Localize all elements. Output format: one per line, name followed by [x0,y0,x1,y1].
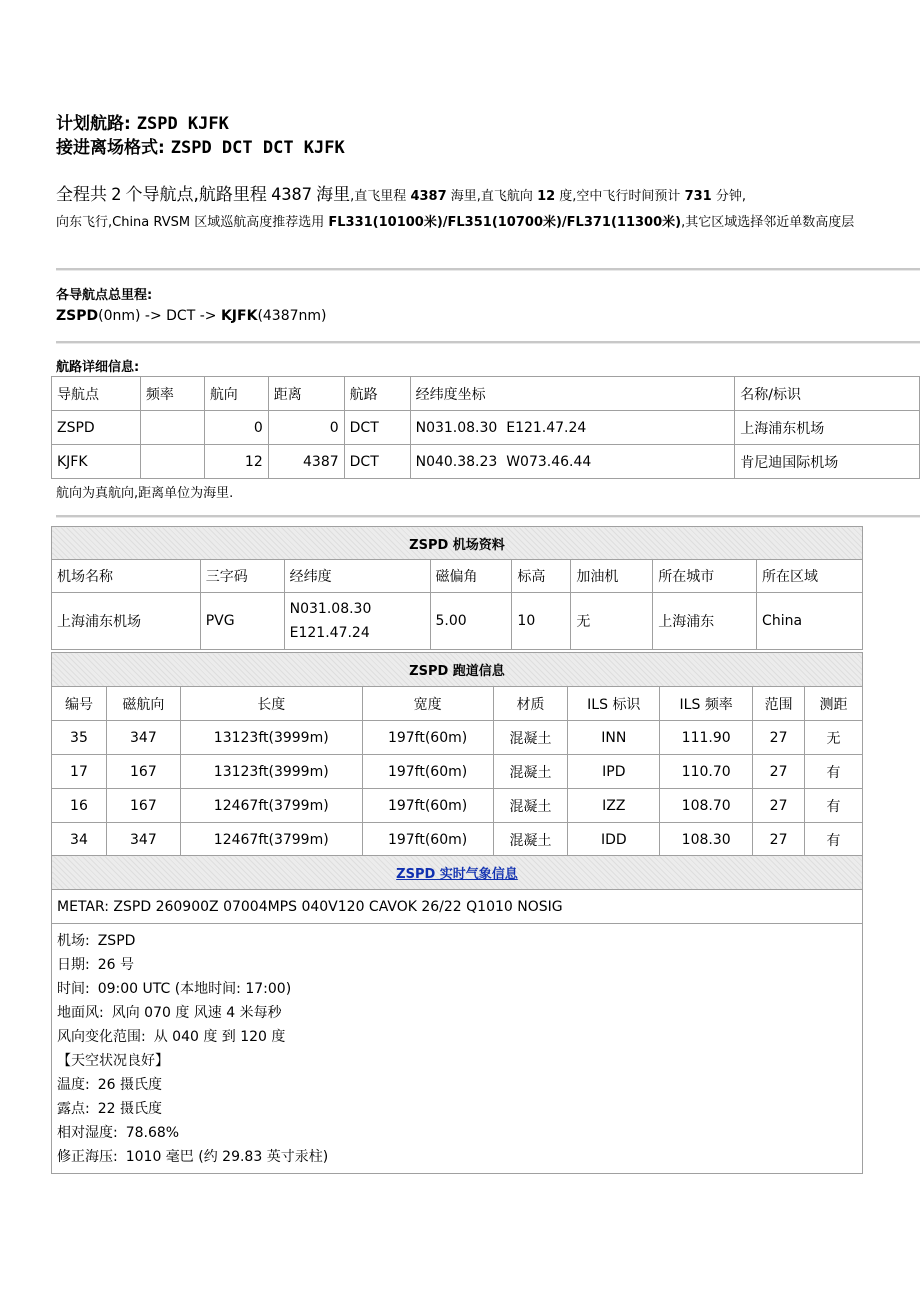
summary-text: ,直飞里程 [350,189,407,204]
header-cell: 磁航向 [106,687,180,721]
decoded-value: 26 号 [97,957,134,973]
divider [56,341,920,344]
from-waypoint: ZSPD [56,308,99,324]
header-cell: 测距 [805,687,863,721]
waypoint-distance: 4387 [268,445,344,479]
runway-mag-heading: 167 [106,789,180,823]
decoded-value: 风向 070 度 风速 4 米每秒 [111,1005,282,1021]
decoded-value: 1010 毫巴 (约 29.83 英寸汞柱) [125,1149,329,1165]
summary-text: 全程共 [56,185,107,205]
decoded-weather [52,924,863,1174]
decoded-value: ZSPD [97,933,136,949]
runway-dme: 有 [805,755,863,789]
table-row [52,789,863,823]
decoded-line [57,977,857,1001]
bearing-note: 航向为真航向,距离单位为海里. [56,486,234,501]
metar-text: METAR: ZSPD 260900Z 07004MPS 040V120 CAVOK 26/22 Q1010 NOSIG [52,890,863,924]
decoded-line [57,1145,857,1169]
header-cell: 材质 [493,687,568,721]
runway-ils-id: IDD [568,823,660,857]
waypoint-airway: DCT [344,445,410,479]
header-cell: 加油机 [571,560,653,593]
runway-id: 17 [52,755,107,789]
decoded-line [57,1025,857,1049]
runway-range: 27 [753,789,805,823]
decoded-line [57,953,857,977]
summary-text: 海里 [316,185,351,205]
summary-text: 海里,直飞航向 [450,189,533,204]
runway-width: 197ft(60m) [362,755,493,789]
runway-ils-freq: 110.70 [660,755,753,789]
airport-region: China [757,593,863,650]
approach-format-line [56,136,345,160]
header-cell: 宽度 [362,687,493,721]
runway-width: 197ft(60m) [362,721,493,755]
header-cell: 范围 [753,687,805,721]
summary-text: 向东飞行,China RVSM 区域巡航高度推荐选用 [56,215,325,230]
airport-coords [284,593,430,650]
runway-width: 197ft(60m) [362,789,493,823]
divider [56,268,920,271]
to-distance: (4387nm) [257,308,327,324]
header-cell: 频率 [140,377,204,411]
runway-ils-id: IPD [568,755,660,789]
waypoint-airway: DCT [344,411,410,445]
decoded-line [57,1121,857,1145]
runway-dme: 有 [805,823,863,857]
decoded-value: 09:00 UTC (本地时间: 17:00) [97,981,292,997]
airport-info-table [51,526,863,650]
header-cell: 编号 [52,687,107,721]
runway-surface: 混凝土 [493,721,568,755]
waypoint-count: 2 [111,185,122,205]
header-cell: 导航点 [52,377,141,411]
decoded-label: 露点: [57,1101,90,1117]
header-cell: 三字码 [200,560,284,593]
planned-route-label: 计划航路: [56,114,131,134]
decoded-label: 温度: [57,1077,90,1093]
runway-surface: 混凝土 [493,823,568,857]
decoded-line [57,1049,857,1073]
table-row [52,593,863,650]
airport-elevation: 10 [512,593,571,650]
waypoint-code: ZSPD [52,411,141,445]
decoded-label: 相对湿度: [57,1125,118,1141]
header-cell: 航向 [204,377,268,411]
header-cell: 航路 [344,377,410,411]
airport-name: 上海浦东机场 [52,593,201,650]
waypoint-name: 上海浦东机场 [735,411,920,445]
decoded-label: 修正海压: [57,1149,118,1165]
route-header [56,112,345,160]
summary-text: 分钟, [715,189,746,204]
airport-lat: N031.08.30 [289,601,372,617]
header-cell: 标高 [512,560,571,593]
table-row [52,755,863,789]
runway-id: 35 [52,721,107,755]
header-cell: 磁偏角 [430,560,512,593]
decoded-line [57,1073,857,1097]
decoded-label: 风向变化范围: [57,1029,146,1045]
planned-route-line [56,112,345,136]
weather-info-link[interactable]: ZSPD 实时气象信息 [396,867,518,882]
waypoint-distance: 0 [268,411,344,445]
airport-fuel: 无 [571,593,653,650]
airport-info-title: ZSPD 机场资料 [52,527,863,560]
decoded-label: 日期: [57,957,90,973]
waypoint-frequency [140,445,204,479]
runway-mag-heading: 347 [106,721,180,755]
divider [56,515,920,518]
airport-city: 上海浦东 [653,593,757,650]
runway-ils-freq: 108.70 [660,789,753,823]
table-header-row [52,377,920,411]
metar-row [52,890,863,924]
airport-title-row [52,527,863,560]
header-cell: ILS 标识 [568,687,660,721]
runway-range: 27 [753,823,805,857]
planned-route-value: ZSPD KJFK [136,114,229,134]
runway-mag-heading: 167 [106,755,180,789]
runway-ils-id: INN [568,721,660,755]
runway-id: 34 [52,823,107,857]
summary-text: ,其它区域选择邻近单数高度层 [681,215,855,230]
waypoint-heading: 12 [204,445,268,479]
header-cell: 机场名称 [52,560,201,593]
runway-length: 12467ft(3799m) [180,823,362,857]
runway-length: 13123ft(3999m) [180,755,362,789]
weather-title-cell [52,856,863,890]
route-distance: 4387 [271,185,313,205]
header-cell: 所在区域 [757,560,863,593]
decoded-line [57,929,857,953]
decoded-value: 26 摄氏度 [97,1077,162,1093]
runway-range: 27 [753,721,805,755]
decoded-value: 78.68% [125,1125,180,1141]
sky-condition: 【天空状况良好】 [57,1053,169,1069]
decoded-label: 时间: [57,981,90,997]
runway-id: 16 [52,789,107,823]
runway-range: 27 [753,755,805,789]
table-row [52,445,920,479]
decoded-weather-row [52,924,863,1174]
decoded-label: 机场: [57,933,90,949]
waypoint-heading: 0 [204,411,268,445]
weather-title-row [52,856,863,890]
decoded-value: 从 040 度 到 120 度 [153,1029,286,1045]
route-summary [56,182,920,236]
header-cell: ILS 频率 [660,687,753,721]
waypoint-table [51,376,920,479]
waypoint-coords: N031.08.30 E121.47.24 [410,411,735,445]
header-cell: 经纬度坐标 [410,377,735,411]
header-cell: 所在城市 [653,560,757,593]
waypoint-coords: N040.38.23 W073.46.44 [410,445,735,479]
header-cell: 距离 [268,377,344,411]
waypoint-frequency [140,411,204,445]
runway-dme: 有 [805,789,863,823]
runway-ils-id: IZZ [568,789,660,823]
weather-table [51,855,863,1174]
decoded-line [57,1001,857,1025]
airport-lon: E121.47.24 [289,625,370,641]
runway-length: 12467ft(3799m) [180,789,362,823]
header-cell: 经纬度 [284,560,430,593]
header-cell: 名称/标识 [735,377,920,411]
table-header-row [52,560,863,593]
runway-width: 197ft(60m) [362,823,493,857]
airport-magvar: 5.00 [430,593,512,650]
runway-dme: 无 [805,721,863,755]
summary-text: 个导航点,航路里程 [125,185,267,205]
waypoint-name: 肯尼迪国际机场 [735,445,920,479]
airport-iata: PVG [200,593,284,650]
to-waypoint: KJFK [220,308,258,324]
waypoint-distance-line [56,308,327,324]
runway-ils-freq: 111.90 [660,721,753,755]
table-header-row [52,687,863,721]
summary-text: 度,空中飞行时间预计 [559,189,681,204]
approach-format-value: ZSPD DCT DCT KJFK [170,138,345,158]
table-row [52,411,920,445]
runway-title-row [52,653,863,687]
header-cell: 长度 [180,687,362,721]
runway-surface: 混凝土 [493,789,568,823]
waypoint-code: KJFK [52,445,141,479]
direct-distance: 4387 [410,189,447,204]
decoded-line [57,1097,857,1121]
runway-surface: 混凝土 [493,755,568,789]
from-distance: (0nm) -> DCT -> [98,308,221,324]
distance-section-title: 各导航点总里程: [56,288,153,303]
table-row [52,721,863,755]
waypoint-section-title: 航路详细信息: [56,360,140,375]
runway-info-title: ZSPD 跑道信息 [52,653,863,687]
approach-format-label: 接进离场格式: [56,138,165,158]
decoded-value: 22 摄氏度 [97,1101,162,1117]
runway-table [51,652,863,857]
runway-length: 13123ft(3999m) [180,721,362,755]
table-row [52,823,863,857]
decoded-label: 地面风: [57,1005,104,1021]
runway-ils-freq: 108.30 [660,823,753,857]
direct-heading: 12 [537,189,556,204]
recommended-flight-levels: FL331(10100米)/FL351(10700米)/FL371(11300米) [328,215,682,230]
flight-time: 731 [684,189,712,204]
runway-mag-heading: 347 [106,823,180,857]
